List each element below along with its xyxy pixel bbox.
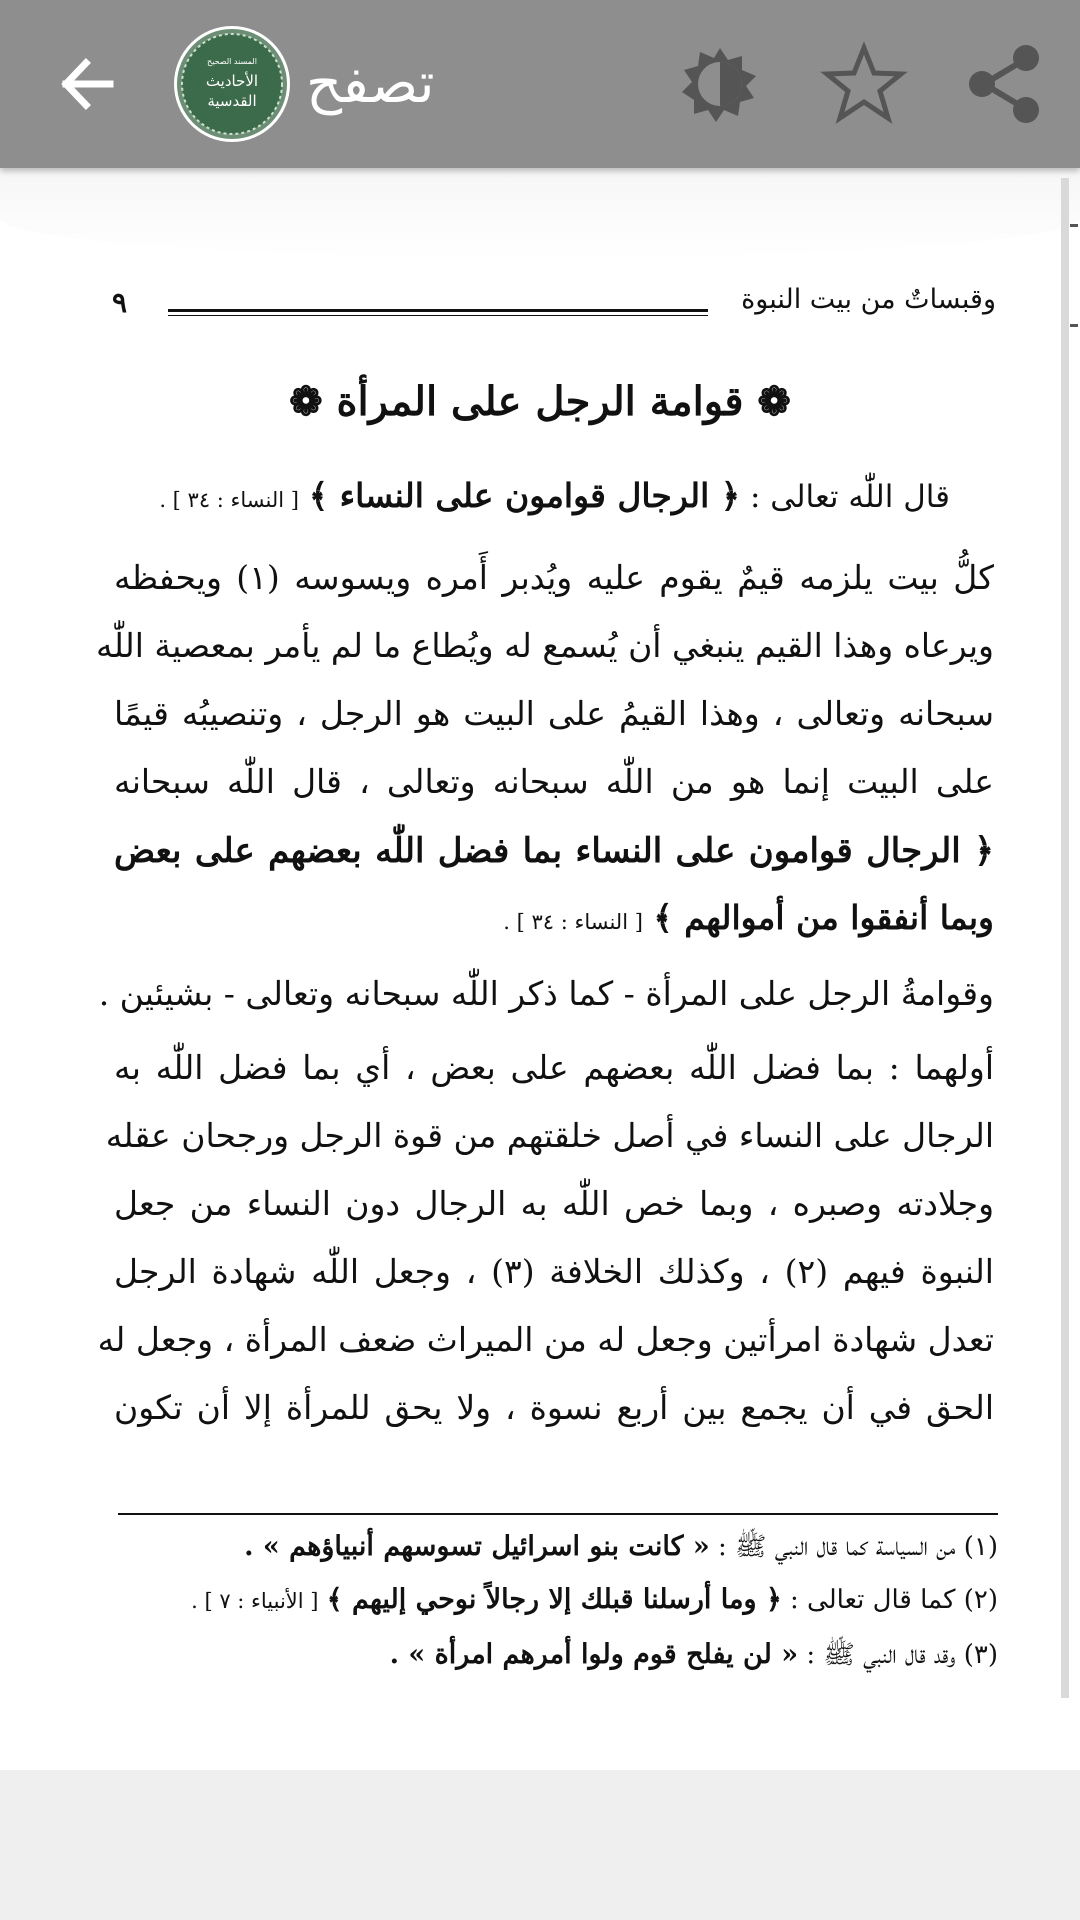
share-icon[interactable] <box>962 40 1050 128</box>
verse-text: وبما أنفقوا من أموالهم ﴾ <box>653 898 994 937</box>
verse-line: ﴿ الرجال قوامون على النساء بما فضل اللّٰه بعضهم على بعض <box>114 831 995 871</box>
running-head: وقبساتٌ من بيت النبوة <box>741 284 996 315</box>
footnote-quote: « لن يفلح قوم ولوا أمرهم امرأة » . <box>389 1639 799 1670</box>
verse-line-end <box>114 898 994 937</box>
footnote-quote: ﴿ وما أرسلنا قبلك إلا رجالاً نوحي إليهم ﴾ <box>326 1584 782 1615</box>
footnote-text: من السياسة كما قال النبي ﷺ : <box>718 1532 956 1562</box>
page-edge <box>1061 178 1069 1698</box>
footnote-2 <box>98 1584 998 1615</box>
footnote-number: (١) <box>963 1532 998 1562</box>
text-line: النبوة فيهم (٢) ، وكذلك الخلافة (٣) ، وجعل اللّٰه شهادة الرجل <box>114 1252 994 1291</box>
text-line: الحق في أن يجمع بين أربع نسوة ، ولا يحق للمرأة إلا أن تكون <box>114 1388 994 1427</box>
page-curl-shadow <box>0 168 1080 258</box>
text-line: تعدل شهادة امرأتين وجعل له من الميراث ضعف المرأة ، وجعل له <box>97 1320 994 1359</box>
footnote-3 <box>98 1638 998 1676</box>
quote-line <box>0 476 950 515</box>
footnote-number: (٢) <box>963 1585 998 1615</box>
text-line: سبحانه وتعالى ، وهذا القيمُ على البيت هو الرجل ، وتنصيبُه قيمًا <box>114 694 994 733</box>
app-logo <box>172 24 292 144</box>
app-title: تصفح <box>306 51 435 116</box>
quote-intro: قال اللّٰه تعالى : <box>749 479 950 515</box>
text-line: على البيت إنما هو من اللّٰه سبحانه وتعالى ، قال اللّٰه سبحانه <box>114 762 994 801</box>
text-line: وقوامةُ الرجل على المرأة - كما ذكر اللّٰه سبحانه وتعالى - بشيئين . <box>98 974 994 1013</box>
top-app-bar <box>0 0 1080 168</box>
footnote-text: كما قال تعالى : <box>790 1585 956 1615</box>
book-page[interactable] <box>0 168 1080 1770</box>
text-line: ويرعاه وهذا القيم ينبغي أن يُسمع له ويُطاع ما لم يأمر بمعصية اللّٰه <box>96 626 994 665</box>
header-rule-thin <box>168 315 708 316</box>
logo-text-middle: الأحاديث <box>205 72 259 90</box>
arrow-back-icon[interactable] <box>50 44 130 124</box>
section-heading: ❁ قوامة الرجل على المرأة ❁ <box>289 378 791 425</box>
footnote-rule <box>118 1513 998 1515</box>
page-number: ٩ <box>112 286 128 319</box>
brightness-icon[interactable] <box>676 40 764 128</box>
footnote-text: وقد قال النبي ﷺ : <box>806 1640 956 1670</box>
logo-text-top: المسند الصحيح <box>207 57 257 66</box>
page-edge-mark <box>1070 224 1078 227</box>
footnote-1 <box>98 1530 998 1568</box>
header-rule <box>168 309 708 312</box>
text-line: أولهما : بما فضل اللّٰه بعضهم على بعض ، أي بما فضل اللّٰه به <box>114 1048 994 1087</box>
footnote-number: (٣) <box>963 1640 998 1670</box>
footnote-quote: « كانت بنو اسرائيل تسوسهم أنبياؤهم » . <box>244 1531 710 1562</box>
verse-citation: [ النساء : ٣٤ ] . <box>503 910 643 934</box>
text-line: الرجال على النساء في أصل خلقتهم من قوة الرجل ورجحان عقله <box>105 1116 994 1155</box>
text-line: كلُّ بيت يلزمه قيمٌ يقوم عليه ويُدبر أَمره ويسوسه (١) ويحفظه <box>114 558 994 597</box>
text-line: وجلادته وصبره ، وبما خص اللّٰه به الرجال دون النساء من جعل <box>114 1184 994 1223</box>
star-icon[interactable] <box>820 40 908 128</box>
page-edge-mark <box>1070 324 1078 327</box>
quote-verse: ﴿ الرجال قوامون على النساء ﴾ <box>308 476 741 515</box>
footnote-citation: [ الأنبياء : ٧ ] . <box>191 1589 319 1613</box>
logo-text-bottom: القدسية <box>207 92 257 110</box>
quote-citation: [ النساء : ٣٤ ] . <box>159 488 299 512</box>
